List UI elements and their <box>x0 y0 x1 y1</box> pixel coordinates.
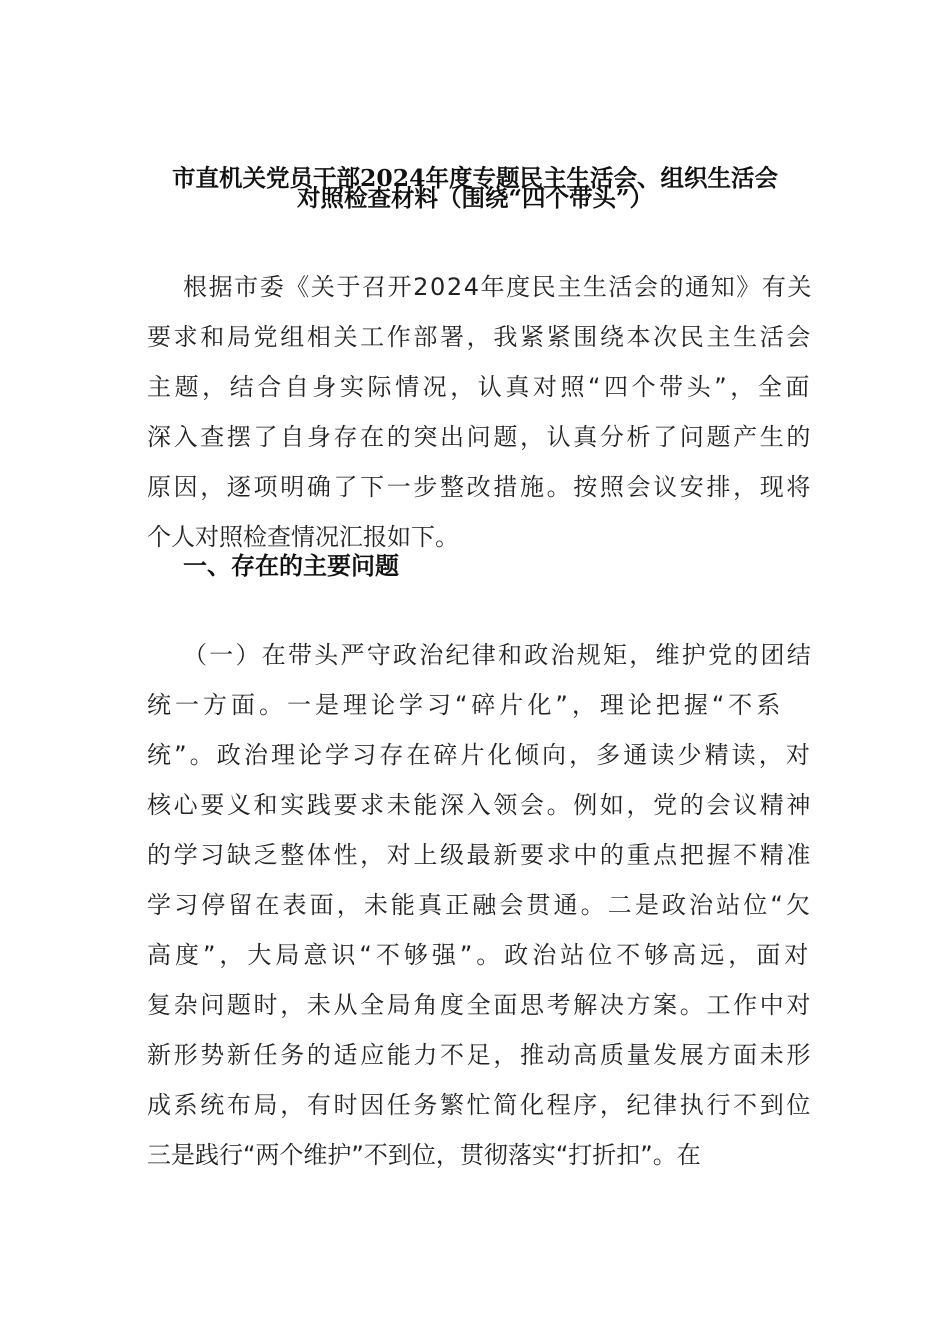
intro-paragraph <box>147 262 813 562</box>
body-line: 统”。政治理论学习存在碎片化倾向，多通读少精读，对 <box>147 741 813 769</box>
body-line: 高度”，大局意识“不够强”。政治站位不够高远，面对 <box>147 941 813 969</box>
body-line: 新形势新任务的适应能力不足，推动高质量发展方面未形 <box>147 1041 813 1069</box>
body-line: （一）在带头严守政治纪律和政治规矩，维护党的团结 <box>183 641 813 669</box>
body-line: 核心要义和实践要求未能深入领会。例如，党的会议精神 <box>147 791 813 819</box>
intro-line: 要求和局党组相关工作部署，我紧紧围绕本次民主生活会 <box>147 323 813 351</box>
intro-line: 深入查摆了自身存在的突出问题，认真分析了问题产生的 <box>147 423 813 451</box>
document-title-line-2: 对照检查材料（围绕“四个带头”） <box>296 184 654 212</box>
intro-line: 原因，逐项明确了下一步整改措施。按照会议安排，现将 <box>147 473 813 501</box>
document-title-line-1: 市直机关党员干部2024年度专题民主生活会、组织生活会 <box>172 164 778 192</box>
body-line: 复杂问题时，未从全局角度全面思考解决方案。工作中对 <box>147 991 813 1019</box>
body-line: 统一方面。一是理论学习“碎片化”，理论把握“不系 <box>147 691 785 719</box>
body-line: 的学习缺乏整体性，对上级最新要求中的重点把握不精准 <box>147 841 813 869</box>
section-heading: 一、存在的主要问题 <box>183 552 399 580</box>
body-line: 学习停留在表面，未能真正融会贯通。二是政治站位“欠 <box>147 891 813 919</box>
body-line: 三是践行“两个维护”不到位，贯彻落实“打折扣”。在 <box>147 1141 701 1169</box>
intro-line: 根据市委《关于召开2024年度民主生活会的通知》有关 <box>183 273 813 301</box>
body-line: 成系统布局，有时因任务繁忙简化程序，纪律执行不到位 <box>147 1091 813 1119</box>
body-paragraph <box>147 630 813 1180</box>
intro-line: 主题，结合自身实际情况，认真对照“四个带头”，全面 <box>147 373 813 401</box>
intro-line: 个人对照检查情况汇报如下。 <box>147 523 459 551</box>
